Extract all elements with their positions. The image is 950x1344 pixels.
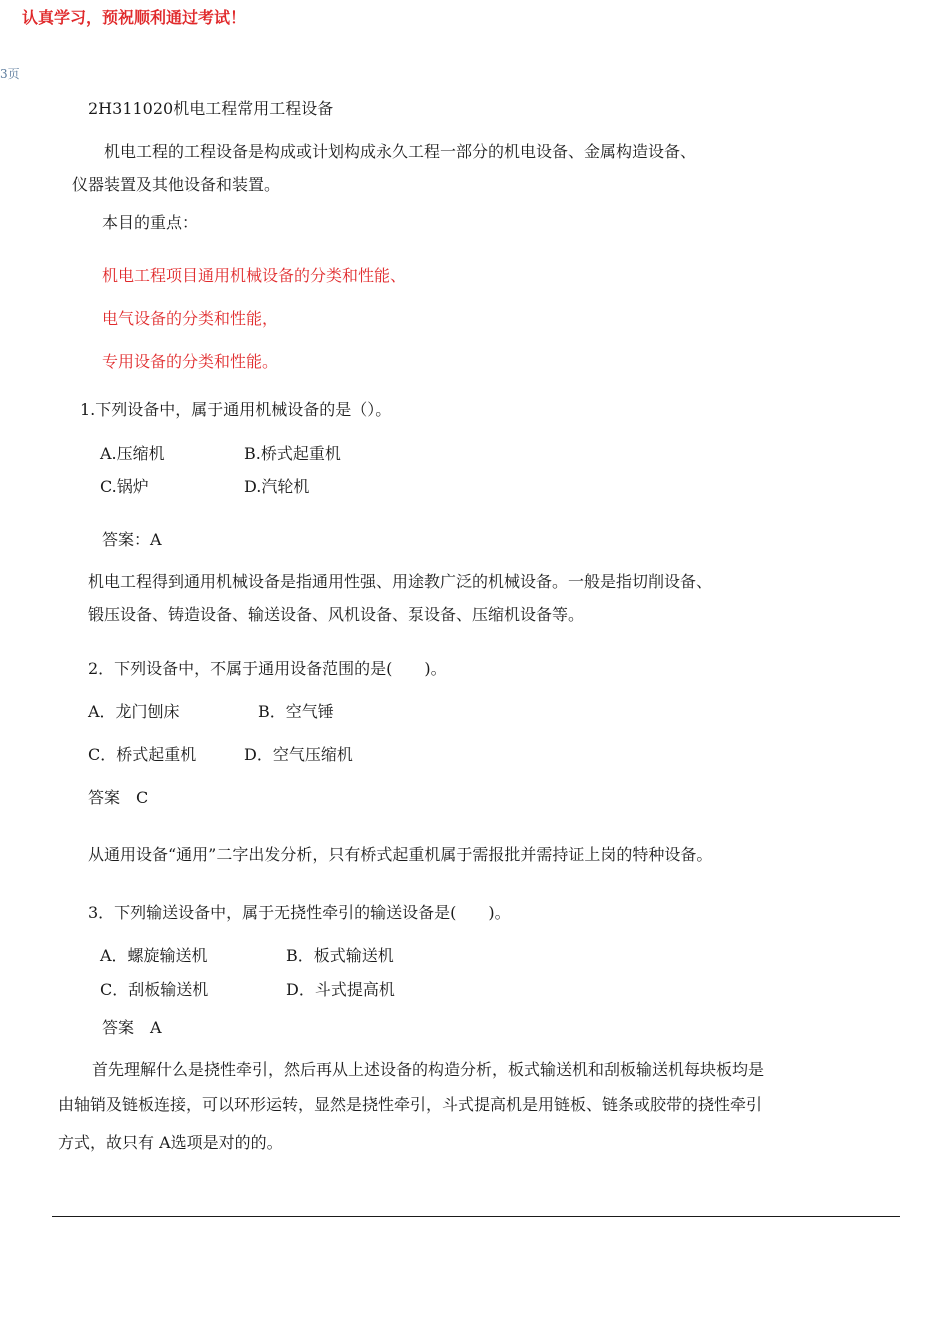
page-number: 3页 <box>0 67 20 81</box>
question-stem: 3．下列输送设备中，属于无挠性牵引的输送设备是( )。 <box>88 903 511 922</box>
explanation-line: 从通用设备“通用”二字出发分析，只有桥式起重机属于需报批并需持证上岗的特种设备。 <box>88 845 713 864</box>
explanation-line: 机电工程得到通用机械设备是指通用性强、用途教广泛的机械设备。一般是指切削设备、 <box>88 572 713 591</box>
explanation-line: 由轴销及链板连接，可以环形运转，显然是挠性牵引，斗式提高机是用链板、链条或胶带的挠性牵引 <box>58 1095 763 1114</box>
intro-line-1: 机电工程的工程设备是构成或计划构成永久工程一部分的机电设备、金属构造设备、 <box>104 142 697 161</box>
option-c: C．桥式起重机 <box>88 745 197 764</box>
option-b: B．板式输送机 <box>286 946 394 965</box>
option-c: C．刮板输送机 <box>100 980 209 999</box>
option-a: A．龙门刨床 <box>88 702 180 721</box>
explanation-line: 首先理解什么是挠性牵引，然后再从上述设备的构造分析，板式输送机和刮板输送机每块板均是 <box>92 1060 765 1079</box>
option-a: A．螺旋输送机 <box>100 946 208 965</box>
option-d: D．空气压缩机 <box>244 745 353 764</box>
option-a: A.压缩机 <box>100 444 165 463</box>
answer: 答案 C <box>88 788 149 807</box>
intro-line-2: 仪器装置及其他设备和装置。 <box>72 175 281 194</box>
answer: 答案：A <box>102 530 162 549</box>
question-stem: 1.下列设备中，属于通用机械设备的是（）。 <box>80 400 392 419</box>
option-c: C.锅炉 <box>100 477 149 496</box>
option-b: B．空气锤 <box>258 702 334 721</box>
explanation-line: 锻压设备、铸造设备、输送设备、风机设备、泵设备、压缩机设备等。 <box>88 605 585 624</box>
section-title: 2H311020机电工程常用工程设备 <box>88 99 334 118</box>
focus-item: 专用设备的分类和性能。 <box>102 352 279 371</box>
question-stem: 2．下列设备中，不属于通用设备范围的是( )。 <box>88 659 447 678</box>
option-d: D．斗式提高机 <box>286 980 395 999</box>
header-banner: 认真学习，预祝顺利通过考试！ <box>22 8 247 27</box>
option-b: B.桥式起重机 <box>244 444 341 463</box>
answer: 答案 A <box>102 1018 162 1037</box>
option-d: D.汽轮机 <box>244 477 310 496</box>
focus-item: 机电工程项目通用机械设备的分类和性能、 <box>102 266 407 285</box>
footer-divider <box>52 1216 900 1217</box>
explanation-line: 方式，故只有 A选项是对的的。 <box>58 1133 283 1152</box>
focus-item: 电气设备的分类和性能， <box>102 309 279 328</box>
focus-label: 本目的重点： <box>102 213 199 232</box>
